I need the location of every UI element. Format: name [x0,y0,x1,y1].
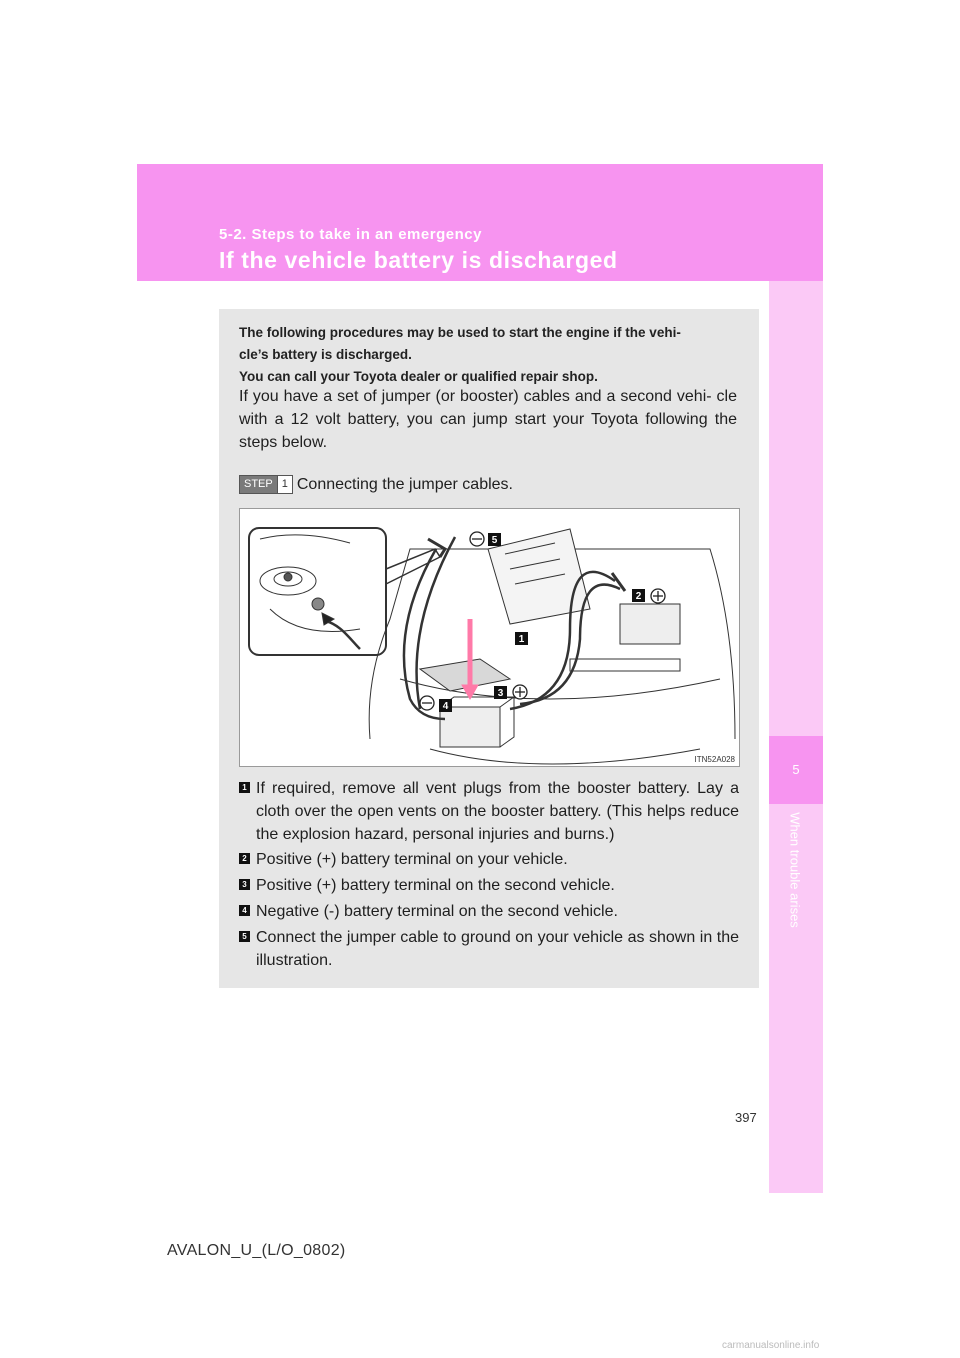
watermark: carmanualsonline.info [722,1340,820,1351]
engine-cover [488,529,590,624]
chapter-label: When trouble arises [787,812,803,928]
step-badge-label: STEP [240,476,277,493]
vehicle-battery [620,604,680,644]
callout-2-label: 2 [635,591,642,602]
inset-arrow [325,621,360,649]
list-item [239,848,739,871]
section-subtitle: 5-2. Steps to take in an emergency [219,226,482,243]
figure-code: ITN52A028 [694,755,735,764]
step-badge-number: 1 [277,476,292,493]
item-text: Positive (+) battery terminal on your vehicle. [256,851,568,868]
page-title: If the vehicle battery is discharged [219,247,618,273]
list-item [239,926,739,972]
list-item [239,777,739,846]
callout-4-label: 4 [442,701,449,712]
item-text: Positive (+) battery terminal on the second vehicle. [256,877,615,894]
chapter-number: 5 [792,762,800,777]
callout-5-label: 5 [491,535,498,546]
item-marker: 1 [239,782,250,793]
step-badge [239,475,293,494]
item-text: Negative (-) battery terminal on the second vehicle. [256,903,618,920]
engine-bay-drawing [240,509,739,766]
negative-cable [404,549,445,719]
booster-battery [440,707,500,747]
item-marker: 4 [239,905,250,916]
item-text: Connect the jumper cable to ground on your vehicle as shown in the illustration. [256,929,739,969]
item-text: If required, remove all vent plugs from the booster battery. Lay a cloth over the open vents on the booster battery. (This helps reduce the explosion hazard, personal injuries and burns.) [256,780,739,843]
callout-3-label: 3 [497,688,504,699]
intro-text [239,322,739,388]
intro-line: You can call your Toyota dealer or qualified repair shop. [239,369,598,384]
step-text: Connecting the jumper cables. [296,475,513,493]
intro-line: cle’s battery is discharged. [239,347,412,362]
step-1 [239,475,513,494]
intro-line: The following procedures may be used to start the engine if the vehi- [239,325,681,340]
jump-start-illustration [239,508,740,767]
item-marker: 3 [239,879,250,890]
footer-code: AVALON_U_(L/O_0802) [167,1242,346,1259]
page-number: 397 [735,1110,757,1125]
body-paragraph: If you have a set of jumper (or booster) cables and a second vehi- cle with a 12 volt battery, you can jump start your Toyota following the steps below. [239,388,737,451]
list-item [239,900,739,923]
item-marker: 5 [239,931,250,942]
callout-1-label: 1 [518,634,525,645]
list-item [239,874,739,897]
item-marker: 2 [239,853,250,864]
